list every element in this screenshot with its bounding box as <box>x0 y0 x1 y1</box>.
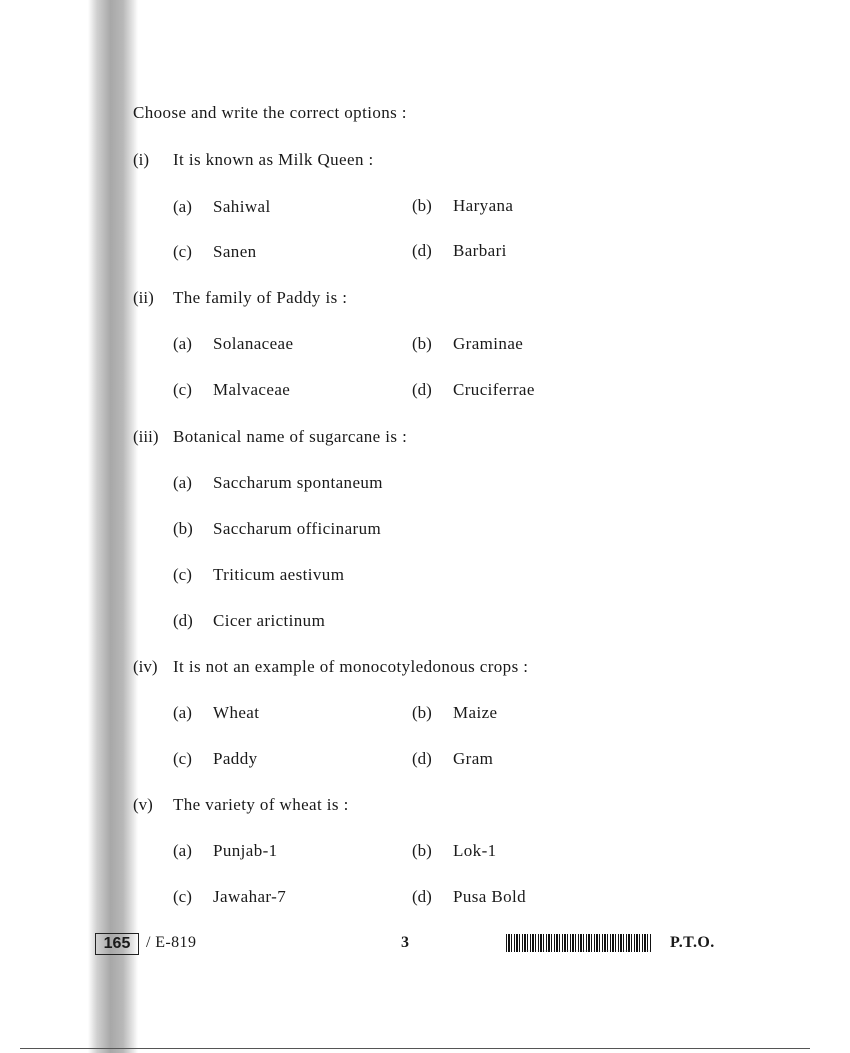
option-text: Saccharum officinarum <box>213 519 382 538</box>
option-label: (a) <box>173 703 192 722</box>
option-text: Wheat <box>213 703 260 722</box>
bottom-rule <box>20 1048 810 1049</box>
option-text: Paddy <box>213 749 258 768</box>
option-label: (a) <box>173 334 192 353</box>
option-text: Pusa Bold <box>453 887 527 906</box>
option-text: Cruciferrae <box>453 380 535 399</box>
option-label: (c) <box>173 887 192 906</box>
pto-label: P.T.O. <box>670 934 715 951</box>
option-label: (d) <box>412 380 432 399</box>
option-text: Gram <box>453 749 494 768</box>
option-label: (b) <box>173 519 193 538</box>
binding-shadow <box>88 0 138 1053</box>
question-number: (iii) <box>133 427 159 446</box>
option-label: (a) <box>173 473 192 492</box>
question-text: The variety of wheat is : <box>173 795 349 814</box>
option-label: (d) <box>412 887 432 906</box>
option-label: (d) <box>173 611 193 630</box>
option-text: Sanen <box>213 242 257 261</box>
question-number: (iv) <box>133 657 158 676</box>
option-label: (b) <box>412 334 432 353</box>
option-text: Solanaceae <box>213 334 294 353</box>
option-label: (b) <box>412 196 432 215</box>
option-label: (c) <box>173 749 192 768</box>
page-number: 3 <box>401 934 410 951</box>
barcode-image <box>506 934 652 952</box>
option-text: Cicer arictinum <box>213 611 326 630</box>
question-text: It is not an example of monocotyledonous crops : <box>173 657 529 676</box>
paper-code: / E-819 <box>146 934 197 951</box>
option-label: (d) <box>412 749 432 768</box>
option-label: (c) <box>173 242 192 261</box>
option-text: Saccharum spontaneum <box>213 473 383 492</box>
paper-number-box: 165 <box>95 933 139 955</box>
option-label: (b) <box>412 841 432 860</box>
question-text: The family of Paddy is : <box>173 288 348 307</box>
option-text: Maize <box>453 703 498 722</box>
question-text: It is known as Milk Queen : <box>173 150 374 169</box>
option-label: (c) <box>173 565 192 584</box>
option-label: (a) <box>173 197 192 216</box>
option-text: Graminae <box>453 334 524 353</box>
question-number: (v) <box>133 795 153 814</box>
instruction: Choose and write the correct options : <box>133 103 407 122</box>
option-label: (c) <box>173 380 192 399</box>
question-number: (ii) <box>133 288 154 307</box>
option-text: Malvaceae <box>213 380 291 399</box>
option-text: Punjab-1 <box>213 841 278 860</box>
option-text: Triticum aestivum <box>213 565 345 584</box>
option-label: (d) <box>412 241 432 260</box>
option-text: Haryana <box>453 196 514 215</box>
option-text: Barbari <box>453 241 507 260</box>
option-text: Sahiwal <box>213 197 271 216</box>
option-label: (a) <box>173 841 192 860</box>
option-text: Lok-1 <box>453 841 497 860</box>
question-text: Botanical name of sugarcane is : <box>173 427 408 446</box>
option-label: (b) <box>412 703 432 722</box>
question-number: (i) <box>133 150 150 169</box>
option-text: Jawahar-7 <box>213 887 287 906</box>
